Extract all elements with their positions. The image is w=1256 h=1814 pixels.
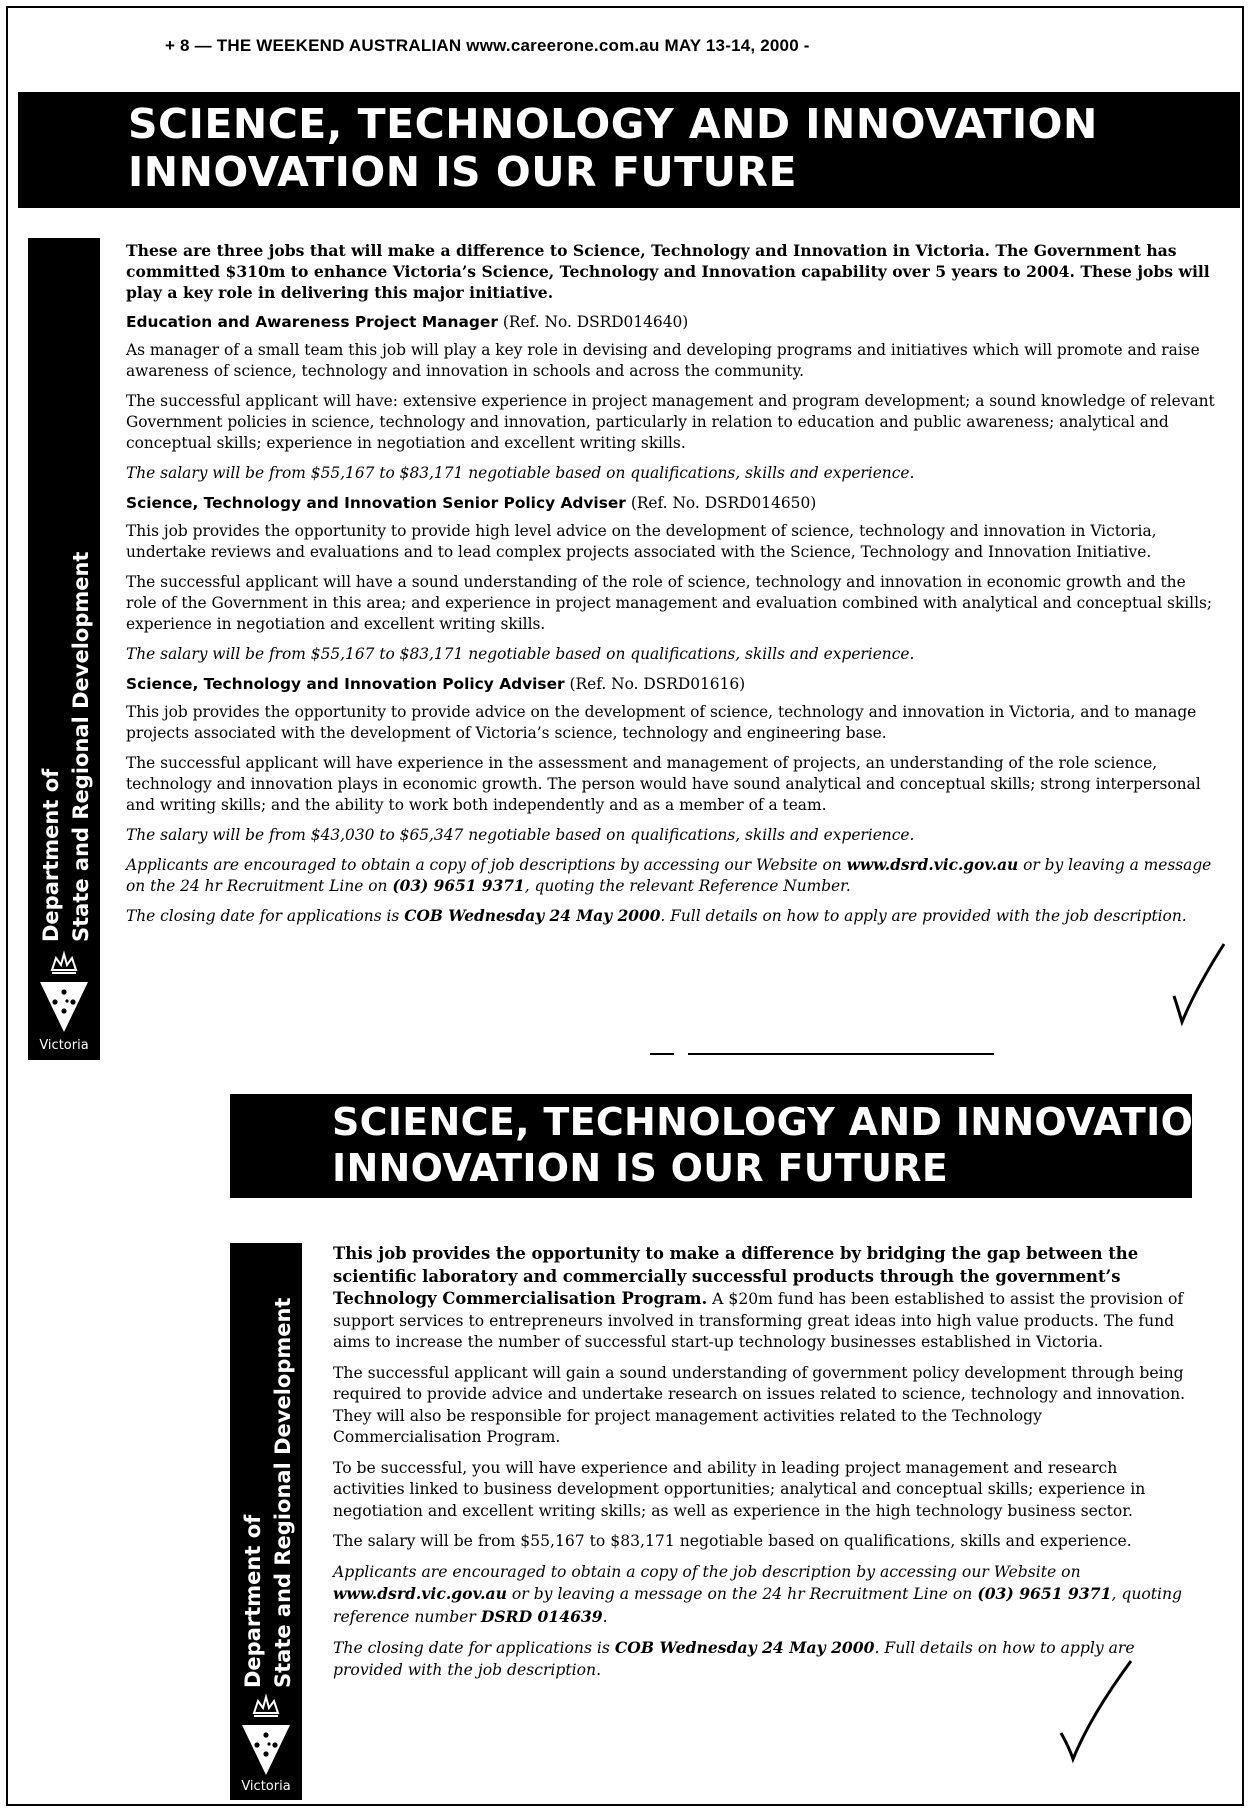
ad2-apply-instructions	[333, 1562, 1191, 1629]
ad2-salary: The salary will be from $55,167 to $83,171 negotiable based on qualifications, skills and experience.	[333, 1532, 1132, 1550]
ad1-closing-prefix: The closing date for applications is	[126, 907, 405, 925]
divider-rule	[688, 1053, 994, 1055]
divider-dash	[650, 1053, 674, 1055]
ad2-responsibilities: The successful applicant will gain a sound understanding of government policy development through being required to provide advice and undertake research on issues related to science, technology and innovation. They will also be responsible for project management activities related to the Technology Commercialisation Program.	[333, 1363, 1186, 1446]
ad2-department-line2: State and Regional Development	[271, 1297, 295, 1688]
ad2-intro-rest: A $20m fund has been established to assist the provision of support services to entrepreneurs involved in transforming great ideas into high value products. The fund aims to increase the number of successful start-up technology businesses established in Victoria.	[333, 1290, 1184, 1351]
ad2-apply-mid: or by leaving a message on the 24 hr Recruitment Line on	[506, 1585, 978, 1603]
ad1-closing-suffix: . Full details on how to apply are provided with the job description.	[660, 907, 1187, 925]
ad2-banner	[230, 1094, 1226, 1198]
job-title-3-text: Science, Technology and Innovation Policy Adviser	[126, 675, 565, 693]
job-3-salary: The salary will be from $43,030 to $65,347 negotiable based on qualifications, skills and experience.	[126, 826, 915, 844]
ad1-apply-mid: or by leaving a message on the 24 hr Recruitment Line on	[126, 856, 1212, 895]
job-3-requirements: The successful applicant will have experience in the assessment and management of projects, an understanding of the role science, technology and innovation plays in economic growth. The person would have sound analytical and conceptual skills; strong interpersonal and writing skills; and the ability to work both independently and as a member of a team.	[126, 754, 1201, 814]
job-3-description: This job provides the opportunity to provide advice on the development of science, technology and innovation in Victoria, and to manage projects associated with the development of Victoria’s science, technology and engineering base.	[126, 703, 1197, 742]
pen-tick-mark	[1168, 938, 1228, 1028]
job-1-description: As manager of a small team this job will play a key role in devising and developing programs and initiatives which will promote and raise awareness of science, technology and innovation in schools and across the community.	[126, 341, 1200, 380]
ad2-closing-date-value: COB Wednesday 24 May 2000	[614, 1638, 875, 1657]
ad1-apply-prefix: Applicants are encouraged to obtain a copy of job descriptions by accessing our Website on	[126, 856, 847, 874]
ad1-apply-instructions	[126, 855, 1216, 897]
ad2-website-link[interactable]: www.dsrd.vic.gov.au	[333, 1584, 507, 1603]
ad2-banner-line2: INNOVATION IS OUR FUTURE	[332, 1146, 949, 1190]
job-ref-3: (Ref. No. DSRD01616)	[569, 675, 746, 693]
ad2-department-line1: Department of	[241, 1514, 265, 1688]
ad1-website-link[interactable]: www.dsrd.vic.gov.au	[846, 856, 1019, 874]
ad1-banner	[18, 92, 1240, 208]
ad2-apply-suffix: .	[602, 1607, 608, 1626]
ad1-phone: (03) 9651 9371	[392, 877, 525, 895]
job-2-description: This job provides the opportunity to provide high level advice on the development of science, technology and innovation in Victoria, undertake reviews and evaluations and to lead complex projects associated with the Science, Technology and Innovation Initiative.	[126, 522, 1157, 561]
ad1-banner-line1: SCIENCE, TECHNOLOGY AND INNOVATION	[128, 100, 1098, 148]
ad2-intro	[333, 1243, 1191, 1354]
newspaper-header: + 8 — THE WEEKEND AUSTRALIAN www.careerone.com.au MAY 13-14, 2000 -	[165, 36, 810, 55]
job-title-1-text: Education and Awareness Project Manager	[126, 313, 498, 331]
ad2-intro-bold: This job provides the opportunity to make a difference by bridging the gap between the scientific laboratory and commercially successful products through the government’s Technology Commercialisation Program.	[333, 1244, 1139, 1308]
ad1-department-line1: Department of	[39, 768, 63, 942]
job-ref-2: (Ref. No. DSRD014650)	[630, 494, 817, 512]
ad1-closing-date-value: COB Wednesday 24 May 2000	[404, 907, 661, 925]
ad2-phone: (03) 9651 9371	[977, 1584, 1112, 1603]
ad1-closing-date	[126, 906, 1216, 927]
ad1-department-line2: State and Regional Development	[69, 551, 93, 942]
job-2-requirements: The successful applicant will have a sound understanding of the role of science, technology and innovation in economic growth and the role of the Government in this area; and experience in project management and evaluation combined with analytical and conceptual skills; experience in negotiation and excellent writing skills.	[126, 573, 1213, 633]
ad2-closing-suffix: . Full details on how to apply are provided with the job description.	[333, 1639, 1135, 1679]
ad1-department-name	[36, 552, 96, 942]
ad1-banner-line2: INNOVATION IS OUR FUTURE	[128, 148, 797, 196]
ad1-content	[126, 240, 1216, 936]
ad1-victoria-label: Victoria	[39, 1038, 89, 1053]
job-1-requirements: The successful applicant will have: extensive experience in project management and program development; a sound knowledge of relevant Government policies in science, technology and innovation, particularly in relation to education and public awareness; analytical and conceptual skills; experience in negotiation and excellent writing skills.	[126, 392, 1215, 452]
ad2-requirements: To be successful, you will have experience and ability in leading project management and research activities linked to business development opportunities; analytical and conceptual skills; experience in negotiation and excellent writing skills; as well as experience in the high technology business sector.	[333, 1458, 1146, 1520]
job-2-salary: The salary will be from $55,167 to $83,171 negotiable based on qualifications, skills and experience.	[126, 645, 915, 663]
ad1-intro: These are three jobs that will make a difference to Science, Technology and Innovation in Victoria. The Government has committed $310m to enhance Victoria’s Science, Technology and Innovation capability over 5 years to 2004. These jobs will play a key role in delivering this major initiative.	[126, 241, 1210, 302]
pen-tick-mark	[1055, 1655, 1135, 1765]
ad2-department-name	[238, 1298, 298, 1688]
ad2-apply-mid2: , quoting reference number	[333, 1585, 1183, 1626]
ad1-department-sidebar	[28, 238, 100, 1060]
ad2-victoria-label: Victoria	[241, 1779, 291, 1794]
job-title-2-text: Science, Technology and Innovation Senior Policy Adviser	[126, 494, 626, 512]
ad2-apply-prefix: Applicants are encouraged to obtain a copy of the job description by accessing our Website on	[333, 1562, 1081, 1581]
ad1-apply-suffix: , quoting the relevant Reference Number.	[524, 877, 851, 895]
ad2-content	[333, 1243, 1191, 1690]
job-ref-1: (Ref. No. DSRD014640)	[502, 313, 689, 331]
ad2-closing-prefix: The closing date for applications is	[333, 1639, 615, 1657]
job-title-1	[126, 312, 1216, 333]
victoria-crest-icon	[240, 1691, 292, 1779]
job-1-salary: The salary will be from $55,167 to $83,171 negotiable based on qualifications, skills and experience.	[126, 464, 915, 482]
victoria-crest-icon	[38, 948, 90, 1036]
ad2-reference-number: DSRD 014639	[480, 1606, 603, 1626]
ad2-banner-line1: SCIENCE, TECHNOLOGY AND INNOVATION	[332, 1100, 1226, 1144]
job-title-3	[126, 674, 1216, 695]
ad2-department-sidebar	[230, 1243, 302, 1800]
job-title-2	[126, 493, 1216, 514]
